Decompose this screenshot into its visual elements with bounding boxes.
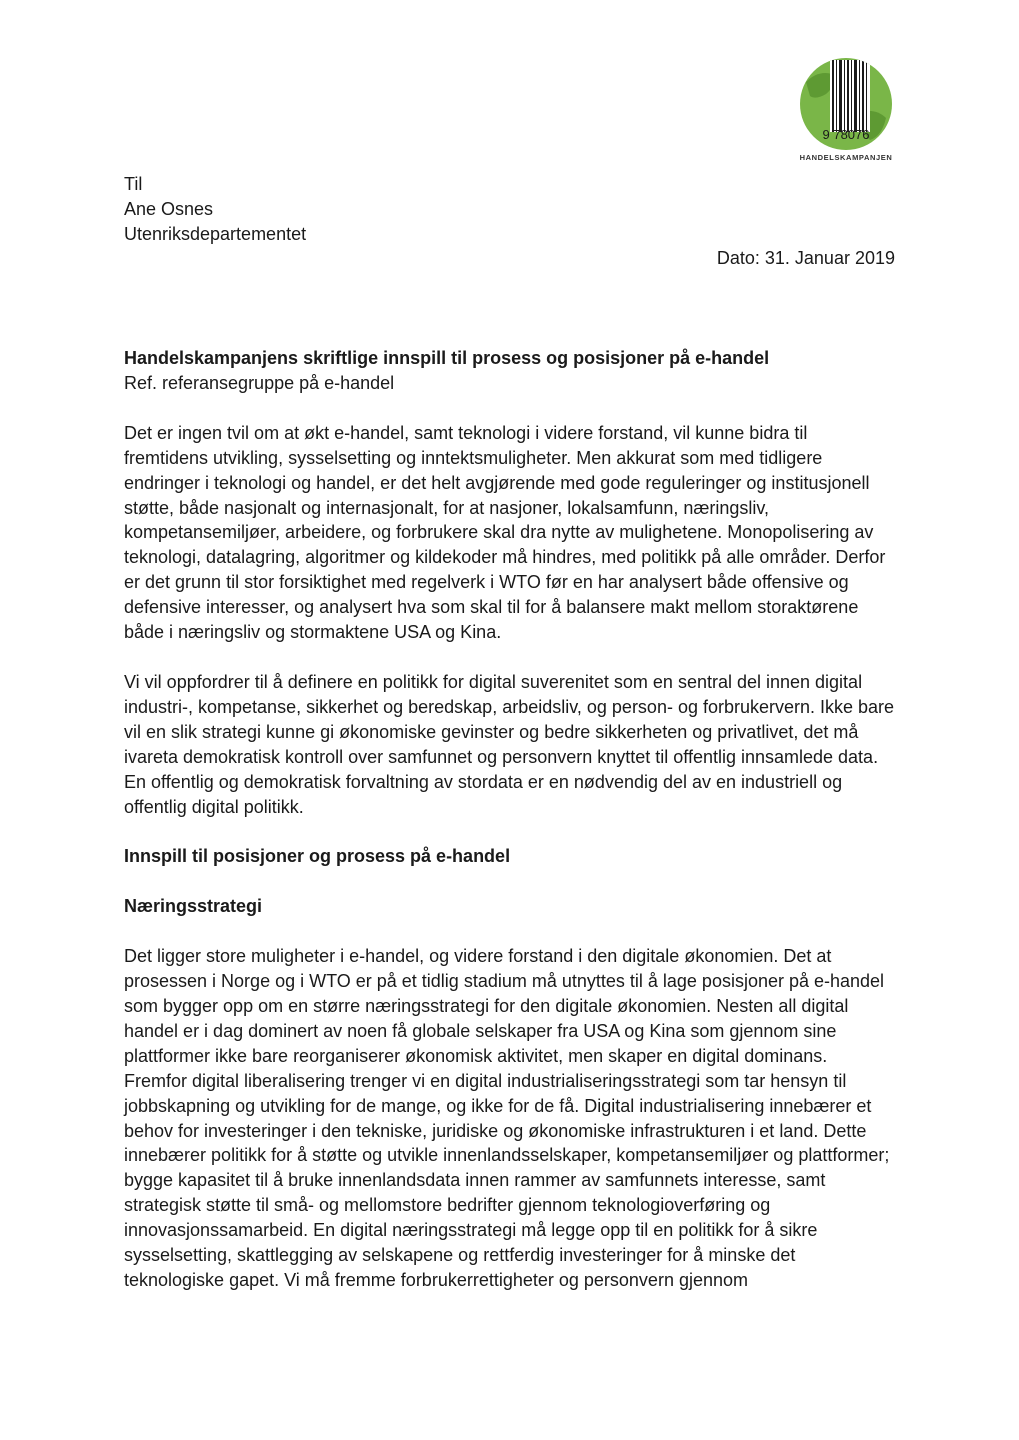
recipient-line-til: Til	[124, 174, 143, 194]
letter-title: Handelskampanjens skriftlige innspill til prosess og posisjoner på e-handel	[124, 348, 770, 368]
logo-caption: HANDELSKAMPANJEN	[799, 153, 893, 162]
recipient-block	[124, 172, 306, 247]
letter-body	[124, 346, 896, 1293]
barcode-digits: 9 78076	[822, 127, 870, 142]
paragraph-digital-sovereignty: Vi vil oppfordrer til å definere en politikk for digital suverenitet som en sentral del innen digital industri-, kompetanse, sikkerhet og beredskap, arbeidsliv, og person- og forbrukervern. Ikke bare vil en slik strategi kunne gi økonomiske gevinster og bedre sikkerheten og privatlivet, det må ivareta demokratisk kontroll over samfunnet og personvern knyttet til offentlig innsamlede data. En offentlig og demokratisk forvaltning av stordata er en nødvendig del av en industriell og offentlig digital politikk.	[124, 671, 895, 817]
paragraph-intro: Det er ingen tvil om at økt e-handel, samt teknologi i videre forstand, vil kunne bidra til fremtidens utvikling, sysselsetting og inntektsmuligheter. Men akkurat som med tidligere endringer i teknologi og handel, er det helt avgjørende med gode reguleringer og institusjonell støtte, både nasjonalt og internasjonalt, for at nasjoner, lokalsamfunn, næringsliv, kompetansemiljøer, arbeidere, og forbrukere skal dra nytte av mulighetene. Monopolisering av teknologi, datalagring, algoritmer og kildekoder må hindres, med politikk på alle områder. Derfor er det grunn til stor forsiktighet med regelverk i WTO før en har analysert både offensive og defensive interesser, og analysert hva som skal til for å balansere makt mellom storaktørene både i næringsliv og stormaktene USA og Kina.	[124, 422, 886, 643]
reference-line: Ref. referansegruppe på e-handel	[124, 372, 395, 393]
paragraph-opportunities: Det ligger store muligheter i e-handel, og videre forstand i den digitale økonomien. Det at prosessen i Norge og i WTO er på et tidlig stadium må utnyttes til å lage posisjoner på e-handel som bygger opp om en større næringsstrategi for den digitale økonomien. Nesten all digital handel er i dag dominert av noen få globale selskaper fra USA og Kina som gjennom sine plattformer ikke bare reorganiserer økonomisk aktivitet, men skaper en digital dominans.	[124, 946, 885, 1066]
heading-innspill: Innspill til posisjoner og prosess på e-handel	[124, 846, 511, 867]
letter-date: Dato: 31. Januar 2019	[716, 248, 895, 268]
paragraph-industrialization: Fremfor digital liberalisering trenger vi en digital industrialiseringsstrategi som tar hensyn til jobbskapning og utvikling for de mange, og ikke for de få. Digital industrialisering innebærer et behov for investeringer i den tekniske, juridiske og økonomiske infrastrukturen i et land. Dette innebærer politikk for å støtte og utvikle innenlandsselskaper, kompetansemiljøer og plattformer; bygge kapasitet til å bruke innenlandsdata innen rammer av samfunnets interesse, samt strategisk støtte til små- og mellomstore bedrifter gjennom teknologioverføring og innovasjonssamarbeid. En digital næringsstrategi må legge opp til en politikk for å sikre sysselsetting, skattlegging av selskapene og rettferdig investeringer for å minske det teknologiske gapet. Vi må fremme forbrukerrettigheter og personvern gjennom	[124, 1070, 890, 1290]
recipient-line-name: Ane Osnes	[124, 199, 214, 219]
recipient-line-department: Utenriksdepartementet	[124, 224, 307, 244]
heading-naeringsstrategi: Næringsstrategi	[124, 896, 263, 917]
